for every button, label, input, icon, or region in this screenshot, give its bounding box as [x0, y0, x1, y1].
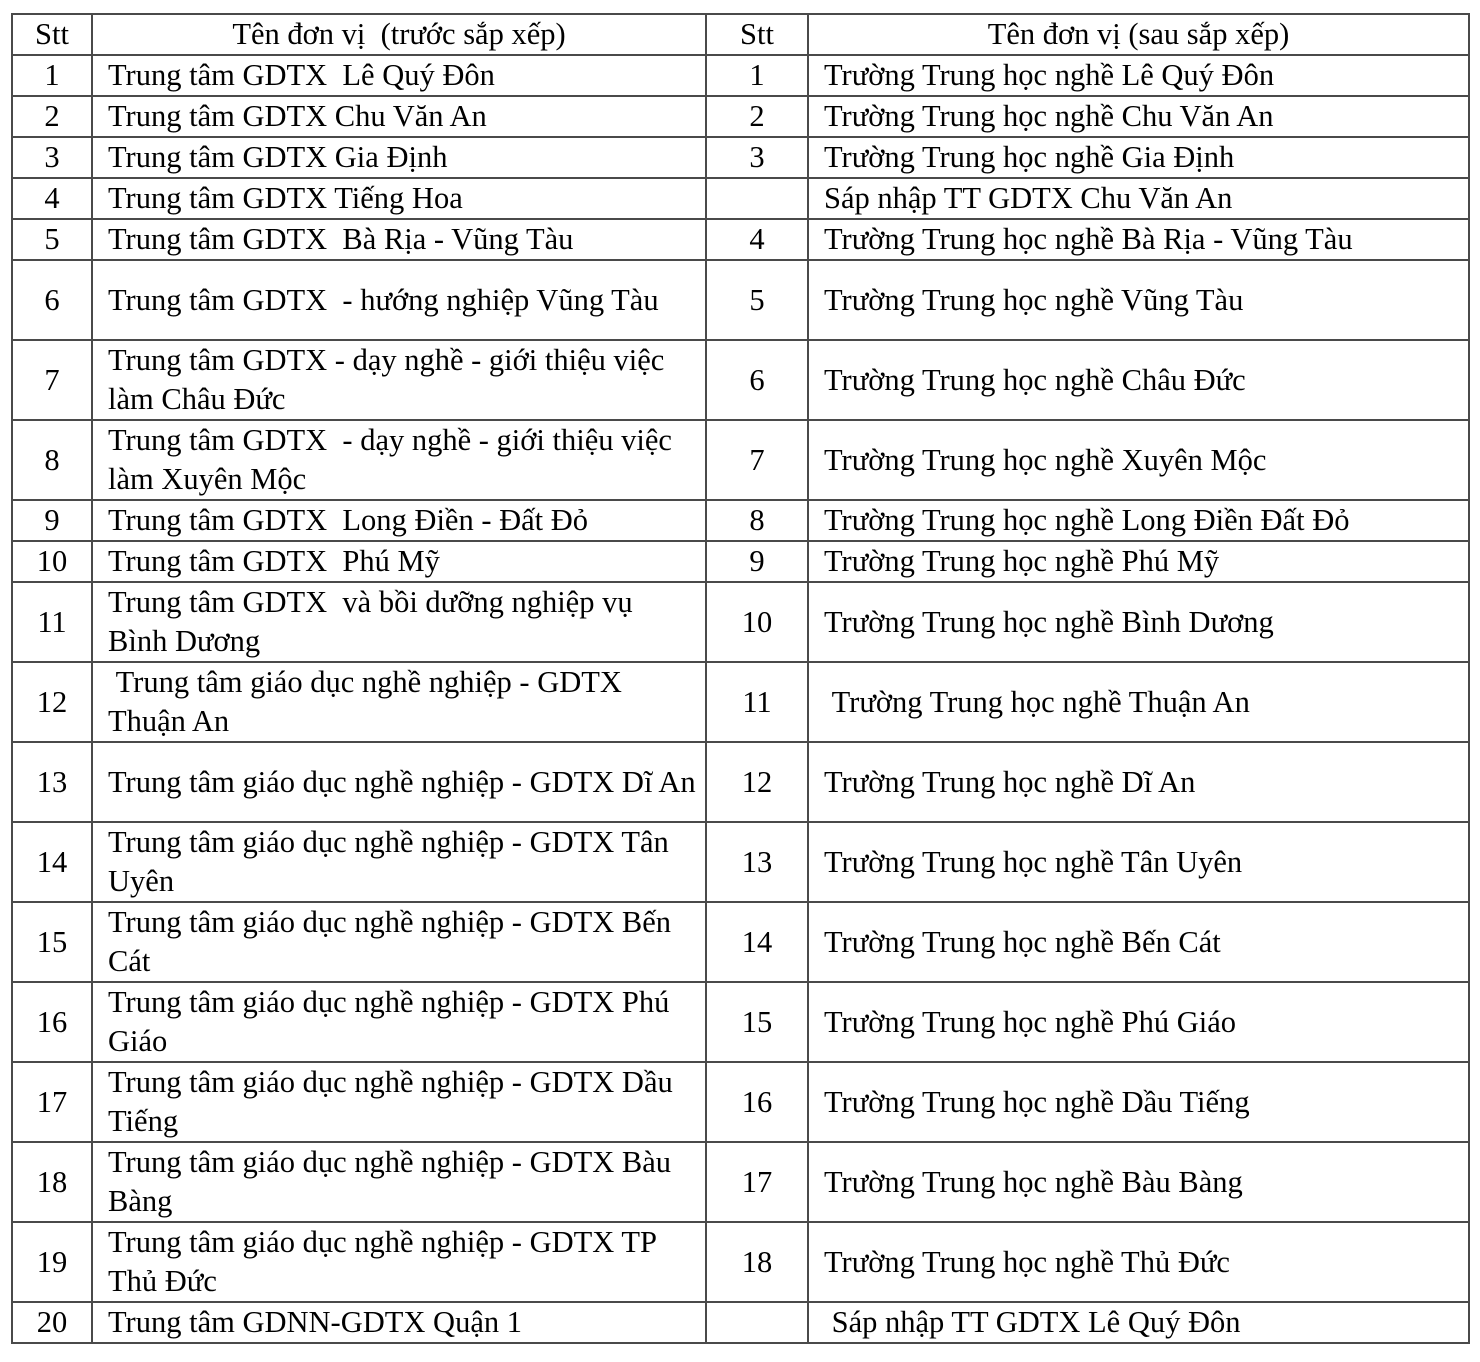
reorganization-table — [11, 13, 1470, 1344]
name-after-cell: Trường Trung học nghề Chu Văn An — [808, 96, 1469, 137]
name-before-cell: Trung tâm giáo dục nghề nghiệp - GDTX Tân Uyên — [92, 822, 706, 902]
table-row — [12, 1222, 1469, 1302]
name-after-cell: Trường Trung học nghề Phú Mỹ — [808, 541, 1469, 582]
stt-before-cell: 10 — [12, 541, 92, 582]
stt-after-cell: 4 — [706, 219, 808, 260]
name-after-cell: Trường Trung học nghề Bà Rịa - Vũng Tàu — [808, 219, 1469, 260]
table-body — [12, 55, 1469, 1343]
stt-after-cell: 6 — [706, 340, 808, 420]
stt-before-cell: 4 — [12, 178, 92, 219]
stt-before-cell: 9 — [12, 500, 92, 541]
name-before-cell: Trung tâm GDTX Lê Quý Đôn — [92, 55, 706, 96]
stt-after-cell: 14 — [706, 902, 808, 982]
name-after-cell: Sáp nhập TT GDTX Lê Quý Đôn — [808, 1302, 1469, 1343]
table-row — [12, 582, 1469, 662]
table-row — [12, 219, 1469, 260]
stt-before-cell: 12 — [12, 662, 92, 742]
table-row — [12, 137, 1469, 178]
stt-after-cell: 15 — [706, 982, 808, 1062]
name-after-cell: Trường Trung học nghề Phú Giáo — [808, 982, 1469, 1062]
stt-after-cell: 10 — [706, 582, 808, 662]
table-row — [12, 260, 1469, 340]
name-after-cell: Trường Trung học nghề Long Điền Đất Đỏ — [808, 500, 1469, 541]
stt-after-cell: 7 — [706, 420, 808, 500]
table-row — [12, 902, 1469, 982]
name-after-cell: Trường Trung học nghề Bến Cát — [808, 902, 1469, 982]
table-row — [12, 1142, 1469, 1222]
name-after-cell: Trường Trung học nghề Xuyên Mộc — [808, 420, 1469, 500]
stt-after-cell: 3 — [706, 137, 808, 178]
table-header-row — [12, 14, 1469, 55]
name-before-cell: Trung tâm GDTX - dạy nghề - giới thiệu việc làm Xuyên Mộc — [92, 420, 706, 500]
header-name-before: Tên đơn vị (trước sắp xếp) — [92, 14, 706, 55]
table-row — [12, 340, 1469, 420]
stt-after-cell: 12 — [706, 742, 808, 822]
stt-after-cell: 17 — [706, 1142, 808, 1222]
table-row — [12, 541, 1469, 582]
name-before-cell: Trung tâm giáo dục nghề nghiệp - GDTX TP Thủ Đức — [92, 1222, 706, 1302]
name-after-cell: Sáp nhập TT GDTX Chu Văn An — [808, 178, 1469, 219]
table-row — [12, 1302, 1469, 1343]
name-before-cell: Trung tâm GDTX Chu Văn An — [92, 96, 706, 137]
name-before-cell: Trung tâm giáo dục nghề nghiệp - GDTX Bến Cát — [92, 902, 706, 982]
stt-after-cell — [706, 178, 808, 219]
name-before-cell: Trung tâm GDTX - hướng nghiệp Vũng Tàu — [92, 260, 706, 340]
stt-after-cell: 8 — [706, 500, 808, 541]
name-after-cell: Trường Trung học nghề Dầu Tiếng — [808, 1062, 1469, 1142]
name-before-cell: Trung tâm GDTX và bồi dưỡng nghiệp vụ Bình Dương — [92, 582, 706, 662]
stt-before-cell: 1 — [12, 55, 92, 96]
name-before-cell: Trung tâm GDTX Gia Định — [92, 137, 706, 178]
table-row — [12, 178, 1469, 219]
table-row — [12, 662, 1469, 742]
name-before-cell: Trung tâm GDTX Long Điền - Đất Đỏ — [92, 500, 706, 541]
name-after-cell: Trường Trung học nghề Bàu Bàng — [808, 1142, 1469, 1222]
name-before-cell: Trung tâm GDTX Bà Rịa - Vũng Tàu — [92, 219, 706, 260]
table-row — [12, 55, 1469, 96]
name-after-cell: Trường Trung học nghề Lê Quý Đôn — [808, 55, 1469, 96]
stt-after-cell: 9 — [706, 541, 808, 582]
name-before-cell: Trung tâm giáo dục nghề nghiệp - GDTX Bàu Bàng — [92, 1142, 706, 1222]
table-row — [12, 420, 1469, 500]
header-stt-before: Stt — [12, 14, 92, 55]
table-row — [12, 1062, 1469, 1142]
name-after-cell: Trường Trung học nghề Thủ Đức — [808, 1222, 1469, 1302]
stt-before-cell: 20 — [12, 1302, 92, 1343]
name-before-cell: Trung tâm giáo dục nghề nghiệp - GDTX Dầu Tiếng — [92, 1062, 706, 1142]
stt-after-cell: 11 — [706, 662, 808, 742]
name-before-cell: Trung tâm GDTX Phú Mỹ — [92, 541, 706, 582]
stt-after-cell: 1 — [706, 55, 808, 96]
stt-before-cell: 11 — [12, 582, 92, 662]
stt-before-cell: 13 — [12, 742, 92, 822]
name-before-cell: Trung tâm GDTX - dạy nghề - giới thiệu việc làm Châu Đức — [92, 340, 706, 420]
stt-after-cell: 2 — [706, 96, 808, 137]
stt-before-cell: 15 — [12, 902, 92, 982]
stt-after-cell: 5 — [706, 260, 808, 340]
name-before-cell: Trung tâm GDNN-GDTX Quận 1 — [92, 1302, 706, 1343]
name-after-cell: Trường Trung học nghề Gia Định — [808, 137, 1469, 178]
stt-before-cell: 8 — [12, 420, 92, 500]
stt-before-cell: 16 — [12, 982, 92, 1062]
name-before-cell: Trung tâm giáo dục nghề nghiệp - GDTX Thuận An — [92, 662, 706, 742]
table-row — [12, 96, 1469, 137]
header-name-after: Tên đơn vị (sau sắp xếp) — [808, 14, 1469, 55]
stt-before-cell: 5 — [12, 219, 92, 260]
table-row — [12, 500, 1469, 541]
name-after-cell: Trường Trung học nghề Châu Đức — [808, 340, 1469, 420]
table-row — [12, 822, 1469, 902]
stt-after-cell — [706, 1302, 808, 1343]
name-before-cell: Trung tâm giáo dục nghề nghiệp - GDTX Dĩ An — [92, 742, 706, 822]
header-stt-after: Stt — [706, 14, 808, 55]
stt-before-cell: 14 — [12, 822, 92, 902]
stt-before-cell: 17 — [12, 1062, 92, 1142]
stt-before-cell: 6 — [12, 260, 92, 340]
name-after-cell: Trường Trung học nghề Thuận An — [808, 662, 1469, 742]
name-before-cell: Trung tâm giáo dục nghề nghiệp - GDTX Phú Giáo — [92, 982, 706, 1062]
stt-after-cell: 18 — [706, 1222, 808, 1302]
name-after-cell: Trường Trung học nghề Bình Dương — [808, 582, 1469, 662]
name-before-cell: Trung tâm GDTX Tiếng Hoa — [92, 178, 706, 219]
stt-before-cell: 7 — [12, 340, 92, 420]
name-after-cell: Trường Trung học nghề Vũng Tàu — [808, 260, 1469, 340]
name-after-cell: Trường Trung học nghề Dĩ An — [808, 742, 1469, 822]
stt-before-cell: 3 — [12, 137, 92, 178]
stt-before-cell: 2 — [12, 96, 92, 137]
table-row — [12, 742, 1469, 822]
stt-after-cell: 13 — [706, 822, 808, 902]
table-row — [12, 982, 1469, 1062]
stt-before-cell: 18 — [12, 1142, 92, 1222]
stt-after-cell: 16 — [706, 1062, 808, 1142]
stt-before-cell: 19 — [12, 1222, 92, 1302]
name-after-cell: Trường Trung học nghề Tân Uyên — [808, 822, 1469, 902]
